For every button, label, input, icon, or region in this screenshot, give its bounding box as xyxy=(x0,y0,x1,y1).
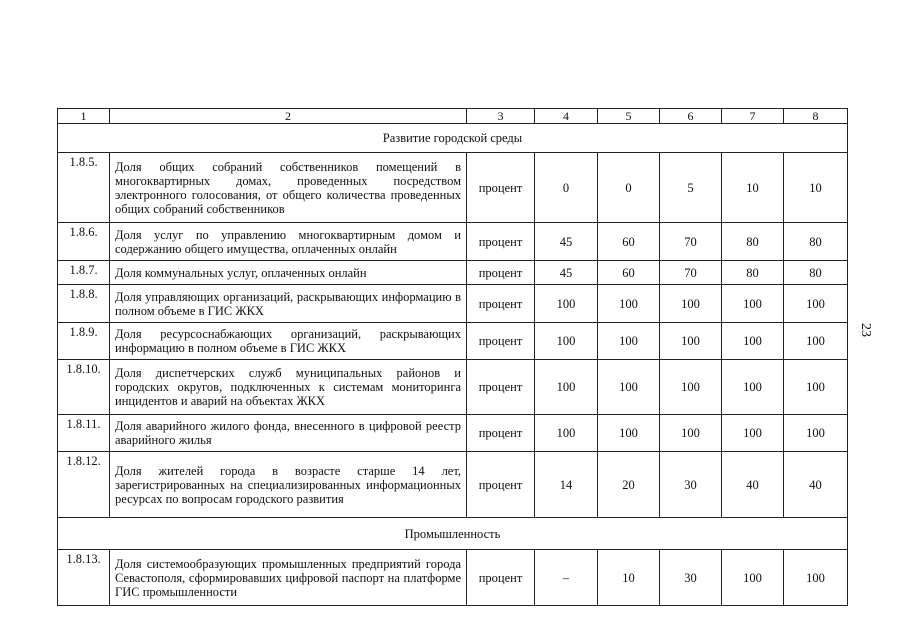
header-row xyxy=(58,109,848,124)
row-unit: процент xyxy=(467,360,535,415)
indicators-table xyxy=(57,108,848,606)
row-description: Доля жителей города в возрасте старше 14 лет, зарегистрированных на специализированных информационных ресурсах по вопросам городского развития xyxy=(110,452,467,518)
row-value: 10 xyxy=(722,153,784,223)
row-value: 30 xyxy=(660,550,722,606)
row-value: 100 xyxy=(598,415,660,452)
page-number: 23 xyxy=(858,323,873,337)
row-value: 100 xyxy=(722,360,784,415)
row-value: 100 xyxy=(660,415,722,452)
row-value: 0 xyxy=(535,153,598,223)
row-description: Доля системообразующих промышленных предприятий города Севастополя, сформировавших цифровой паспорт на платформе ГИС промышленности xyxy=(110,550,467,606)
table-row xyxy=(58,452,848,518)
row-value: 60 xyxy=(598,261,660,285)
row-value: 40 xyxy=(784,452,848,518)
row-value: 100 xyxy=(722,550,784,606)
row-value: 100 xyxy=(784,415,848,452)
row-value: 100 xyxy=(535,285,598,323)
row-value: 30 xyxy=(660,452,722,518)
row-value: 100 xyxy=(722,323,784,360)
header-cell: 2 xyxy=(110,109,467,124)
table-row xyxy=(58,285,848,323)
row-unit: процент xyxy=(467,452,535,518)
row-unit: процент xyxy=(467,285,535,323)
row-number: 1.8.9. xyxy=(58,323,110,360)
row-value: 10 xyxy=(784,153,848,223)
section-row xyxy=(58,124,848,153)
section-title: Развитие городской среды xyxy=(58,124,848,153)
row-value: 10 xyxy=(598,550,660,606)
row-description: Доля общих собраний собственников помещений в многоквартирных домах, проведенных посредством электронного голосования, от общего количества проведенных общих собраний собственников xyxy=(110,153,467,223)
row-description: Доля управляющих организаций, раскрывающих информацию в полном объеме в ГИС ЖКХ xyxy=(110,285,467,323)
row-value: 40 xyxy=(722,452,784,518)
row-value: 100 xyxy=(598,323,660,360)
row-unit: процент xyxy=(467,323,535,360)
row-value: 100 xyxy=(784,550,848,606)
row-number: 1.8.13. xyxy=(58,550,110,606)
row-number: 1.8.5. xyxy=(58,153,110,223)
row-value: 5 xyxy=(660,153,722,223)
row-number: 1.8.7. xyxy=(58,261,110,285)
header-cell: 1 xyxy=(58,109,110,124)
row-value: 100 xyxy=(722,415,784,452)
header-cell: 7 xyxy=(722,109,784,124)
row-number: 1.8.6. xyxy=(58,223,110,261)
table-row xyxy=(58,323,848,360)
row-unit: процент xyxy=(467,415,535,452)
row-description: Доля коммунальных услуг, оплаченных онлайн xyxy=(110,261,467,285)
row-unit: процент xyxy=(467,223,535,261)
row-value: 100 xyxy=(535,415,598,452)
section-title: Промышленность xyxy=(58,518,848,550)
table-row xyxy=(58,360,848,415)
row-description: Доля услуг по управлению многоквартирным домом и содержанию общего имущества, оплаченных онлайн xyxy=(110,223,467,261)
table-row xyxy=(58,153,848,223)
row-description: Доля ресурсоснабжающих организаций, раскрывающих информацию в полном объеме в ГИС ЖКХ xyxy=(110,323,467,360)
row-description: Доля аварийного жилого фонда, внесенного в цифровой реестр аварийного жилья xyxy=(110,415,467,452)
row-value: 70 xyxy=(660,261,722,285)
table-row xyxy=(58,415,848,452)
row-value: 100 xyxy=(784,285,848,323)
row-value: 100 xyxy=(598,360,660,415)
row-number: 1.8.10. xyxy=(58,360,110,415)
row-number: 1.8.12. xyxy=(58,452,110,518)
row-unit: процент xyxy=(467,153,535,223)
row-number: 1.8.11. xyxy=(58,415,110,452)
row-value: 100 xyxy=(660,360,722,415)
table-row xyxy=(58,550,848,606)
row-value: 80 xyxy=(722,261,784,285)
row-value: 45 xyxy=(535,223,598,261)
header-cell: 6 xyxy=(660,109,722,124)
row-number: 1.8.8. xyxy=(58,285,110,323)
row-value: 20 xyxy=(598,452,660,518)
row-value: 60 xyxy=(598,223,660,261)
header-cell: 3 xyxy=(467,109,535,124)
row-value: 14 xyxy=(535,452,598,518)
row-value: – xyxy=(535,550,598,606)
row-value: 80 xyxy=(784,223,848,261)
row-value: 80 xyxy=(722,223,784,261)
row-value: 100 xyxy=(598,285,660,323)
row-value: 80 xyxy=(784,261,848,285)
table-row xyxy=(58,261,848,285)
row-value: 100 xyxy=(784,323,848,360)
header-cell: 4 xyxy=(535,109,598,124)
row-description: Доля диспетчерских служб муниципальных районов и городских округов, подключенных к системам мониторинга инцидентов и аварий на объектах ЖКХ xyxy=(110,360,467,415)
row-value: 0 xyxy=(598,153,660,223)
row-value: 100 xyxy=(722,285,784,323)
row-unit: процент xyxy=(467,550,535,606)
row-value: 100 xyxy=(660,323,722,360)
row-value: 45 xyxy=(535,261,598,285)
row-value: 100 xyxy=(535,323,598,360)
row-unit: процент xyxy=(467,261,535,285)
row-value: 100 xyxy=(535,360,598,415)
header-cell: 5 xyxy=(598,109,660,124)
header-cell: 8 xyxy=(784,109,848,124)
table-row xyxy=(58,223,848,261)
row-value: 70 xyxy=(660,223,722,261)
section-row xyxy=(58,518,848,550)
row-value: 100 xyxy=(660,285,722,323)
row-value: 100 xyxy=(784,360,848,415)
